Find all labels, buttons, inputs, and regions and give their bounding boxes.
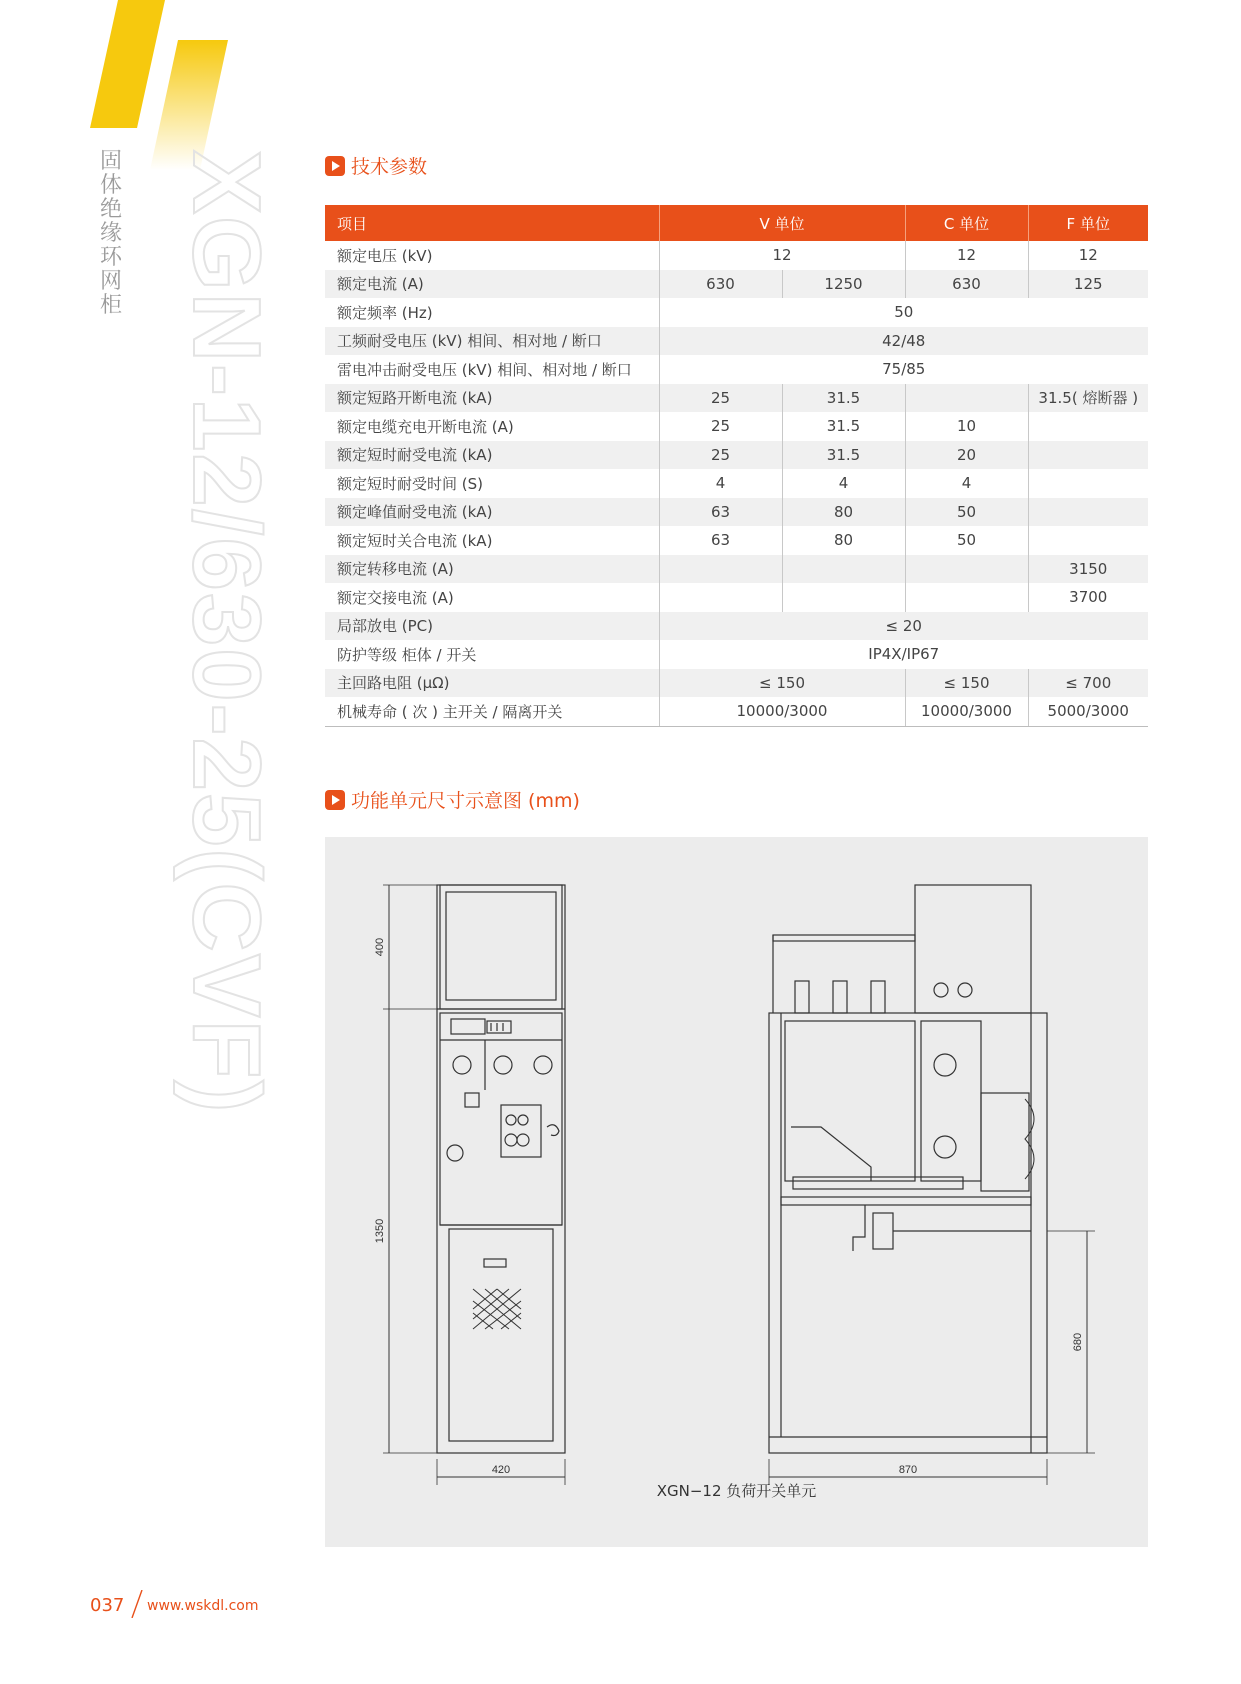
dim-top-height: 400 xyxy=(374,937,386,957)
side-category-char: 绝 xyxy=(100,197,123,222)
dim-main-height: 1350 xyxy=(374,1218,386,1244)
spec-cell: 4 xyxy=(659,469,782,498)
footer-divider xyxy=(130,1590,144,1618)
spec-row xyxy=(325,298,1148,327)
diagram-section-title: 功能单元尺寸示意图 (mm) xyxy=(351,790,580,812)
spec-cell: 20 xyxy=(905,441,1028,470)
spec-cell: IP4X/IP67 xyxy=(659,640,1148,669)
spec-cell: ≤ 150 xyxy=(905,669,1028,698)
spec-row xyxy=(325,555,1148,584)
spec-row-label: 额定短时关合电流 (kA) xyxy=(337,531,493,550)
spec-cell: 31.5 xyxy=(782,412,905,441)
dim-cable-height: 680 xyxy=(1072,1332,1084,1352)
spec-cell: 630 xyxy=(905,270,1028,299)
dimension-diagram-panel xyxy=(325,837,1148,1547)
side-category-title xyxy=(100,150,126,318)
spec-row-label: 工频耐受电压 (kV) 相间、相对地 / 断口 xyxy=(325,327,659,356)
diagram-caption: XGN−12 负荷开关单元 xyxy=(656,1482,817,1500)
spec-cell: 42/48 xyxy=(659,327,1148,356)
spec-row xyxy=(325,441,1148,470)
spec-row xyxy=(325,612,1148,641)
spec-row xyxy=(325,526,1148,555)
side-category-char: 柜 xyxy=(100,293,123,318)
spec-cell: 125 xyxy=(1028,270,1148,299)
header-f-unit: F 单位 xyxy=(1028,205,1148,241)
spec-cell: 25 xyxy=(659,441,782,470)
footer-website[interactable]: www.wskdl.com xyxy=(147,1598,259,1614)
spec-row-label: 额定峰值耐受电流 (kA) xyxy=(325,498,659,527)
side-category-char: 网 xyxy=(100,269,123,294)
spec-row-label: 额定交接电流 (A) xyxy=(337,588,454,607)
spec-row-label: 额定电压 (kV) xyxy=(337,246,433,265)
spec-row xyxy=(325,669,1148,698)
spec-cell xyxy=(782,583,905,612)
spec-cell: ≤ 700 xyxy=(1028,669,1148,698)
spec-section-title: 技术参数 xyxy=(351,156,428,178)
spec-cell: 4 xyxy=(905,469,1028,498)
spec-row xyxy=(325,412,1148,441)
side-category-char: 环 xyxy=(100,245,123,270)
spec-cell: 3700 xyxy=(1028,583,1148,612)
spec-row-label: 额定转移电流 (A) xyxy=(325,555,659,584)
spec-row-label: 额定短时耐受电流 (kA) xyxy=(325,441,659,470)
spec-cell: 50 xyxy=(659,298,1148,327)
spec-cell xyxy=(659,555,782,584)
spec-row-label: 额定短路开断电流 (kA) xyxy=(325,384,659,413)
spec-table-header xyxy=(325,205,1148,241)
spec-cell: 12 xyxy=(1028,241,1148,270)
spec-table xyxy=(325,205,1148,727)
spec-cell: 1250 xyxy=(782,270,905,299)
side-category-char: 缘 xyxy=(100,221,123,246)
play-icon xyxy=(325,156,345,176)
spec-cell: 31.5 xyxy=(782,384,905,413)
spec-row xyxy=(325,355,1148,384)
spec-cell: 31.5 xyxy=(782,441,905,470)
front-view-drawing xyxy=(383,885,565,1485)
diagram-section-heading xyxy=(325,786,580,813)
spec-row-label: 机械寿命 ( 次 ) 主开关 / 隔离开关 xyxy=(325,697,659,726)
spec-cell: 12 xyxy=(905,241,1028,270)
spec-row xyxy=(325,697,1148,726)
spec-cell: ≤ 150 xyxy=(659,669,905,698)
spec-cell xyxy=(905,555,1028,584)
dim-side-width: 870 xyxy=(898,1464,918,1476)
header-item: 项目 xyxy=(325,205,659,241)
spec-cell: 80 xyxy=(782,526,905,555)
spec-row xyxy=(325,241,1148,270)
spec-row-label: 额定电缆充电开断电流 (A) xyxy=(337,417,514,436)
side-model-watermark: XGN-12/630-25(CVF) xyxy=(173,150,280,1115)
spec-cell: 63 xyxy=(659,526,782,555)
spec-cell: 25 xyxy=(659,384,782,413)
spec-cell xyxy=(1028,498,1148,527)
spec-cell: 50 xyxy=(905,526,1028,555)
spec-cell xyxy=(905,583,1028,612)
spec-cell: 80 xyxy=(782,498,905,527)
spec-cell: 10 xyxy=(905,412,1028,441)
spec-cell: 5000/3000 xyxy=(1028,697,1148,726)
spec-row-label: 额定频率 (Hz) xyxy=(337,303,433,322)
side-category-char: 固 xyxy=(100,149,123,174)
spec-cell: 4 xyxy=(782,469,905,498)
spec-row xyxy=(325,640,1148,669)
spec-section-heading xyxy=(325,152,427,179)
spec-row xyxy=(325,384,1148,413)
spec-row xyxy=(325,270,1148,299)
spec-row-label: 雷电冲击耐受电压 (kV) 相间、相对地 / 断口 xyxy=(337,360,632,379)
side-category-char: 体 xyxy=(100,173,123,198)
spec-cell: 31.5( 熔断器 ) xyxy=(1028,384,1148,413)
header-v-unit: V 单位 xyxy=(659,205,905,241)
spec-cell: 25 xyxy=(659,412,782,441)
spec-cell: 630 xyxy=(659,270,782,299)
spec-row xyxy=(325,583,1148,612)
spec-cell xyxy=(1028,441,1148,470)
spec-cell xyxy=(1028,469,1148,498)
spec-row-label: 局部放电 (PC) xyxy=(325,612,659,641)
spec-row-label: 额定短时耐受时间 (S) xyxy=(337,474,483,493)
cabinet-drawing xyxy=(325,837,1148,1547)
spec-row xyxy=(325,469,1148,498)
spec-cell: 50 xyxy=(905,498,1028,527)
spec-cell xyxy=(659,583,782,612)
play-icon xyxy=(325,790,345,810)
side-view-drawing xyxy=(769,885,1095,1485)
page-number: 037 xyxy=(90,1595,125,1616)
spec-cell: 3150 xyxy=(1028,555,1148,584)
spec-row xyxy=(325,327,1148,356)
spec-cell xyxy=(1028,526,1148,555)
spec-cell xyxy=(782,555,905,584)
dim-front-width: 420 xyxy=(491,1464,511,1476)
spec-cell: 10000/3000 xyxy=(659,697,905,726)
header-c-unit: C 单位 xyxy=(905,205,1028,241)
spec-row-label: 主回路电阻 (μΩ) xyxy=(325,669,659,698)
spec-row xyxy=(325,498,1148,527)
spec-cell xyxy=(905,384,1028,413)
spec-row-label: 额定电流 (A) xyxy=(325,270,659,299)
spec-cell: 75/85 xyxy=(659,355,1148,384)
spec-cell xyxy=(1028,412,1148,441)
spec-cell: 12 xyxy=(659,241,905,270)
spec-cell: 10000/3000 xyxy=(905,697,1028,726)
spec-cell: ≤ 20 xyxy=(659,612,1148,641)
spec-cell: 63 xyxy=(659,498,782,527)
spec-row-label: 防护等级 柜体 / 开关 xyxy=(337,645,477,664)
